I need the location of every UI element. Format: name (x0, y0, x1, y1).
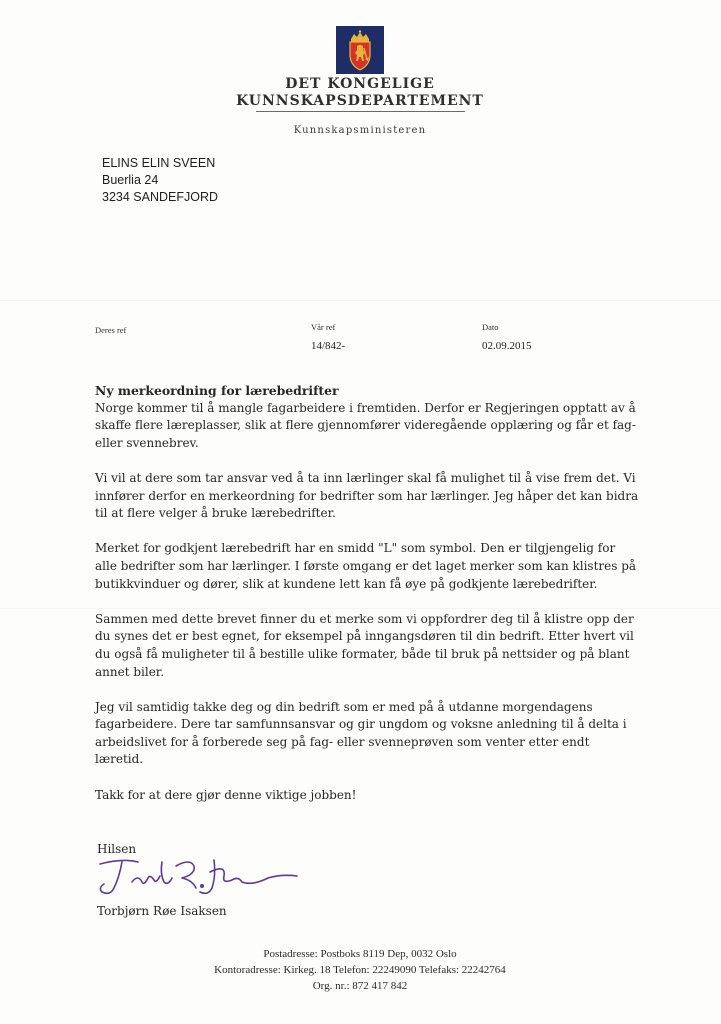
coat-of-arms-icon (336, 26, 384, 74)
ministry-name-line1: DET KONGELIGE (285, 76, 435, 92)
recipient-address (102, 155, 218, 206)
footer-kontoradresse: Kontoradresse: Kirkeg. 18 Telefon: 22249090 Telefaks: 22242764 (214, 964, 506, 976)
letter-paragraph-1: Norge kommer til å mangle fagarbeidere i fremtiden. Derfor er Regjeringen opptatt av å skaffe flere læreplasser, slik at flere gjennomfører videregående opplæring og får et fag- eller svennebrev. (95, 400, 636, 450)
var-ref-label: Vår ref (311, 322, 336, 332)
letter-footer (150, 946, 570, 994)
footer-postadresse: Postadresse: Postboks 8119 Dep, 0032 Oslo (263, 948, 457, 960)
footer-org-nr: Org. nr.: 872 417 842 (312, 980, 408, 992)
closing-greeting: Hilsen (97, 842, 137, 856)
dato-value: 02.09.2015 (482, 340, 532, 352)
dato-label: Dato (482, 322, 499, 332)
letterhead-divider (256, 111, 465, 112)
recipient-street: Buerlia 24 (102, 173, 159, 187)
letter-paragraph-6: Takk for at dere gjør denne viktige jobben! (95, 787, 357, 802)
deres-ref-label: Deres ref (95, 325, 127, 335)
signer-name: Torbjørn Røe Isaksen (97, 904, 227, 918)
letter-paragraph-3: Merket for godkjent lærebedrift har en smidd "L" som symbol. Den er tilgjengelig for alle bedrifter som har lærlinger. I første omgang er det laget merker som kan klistres på butikkvinduer og dører, slik at kundene lett kan få øye på godkjente lærebedrifter. (95, 541, 637, 591)
handwritten-signature-icon (92, 852, 302, 906)
letter-paragraph-5: Jeg vil samtidig takke deg og din bedrift som er med på å utdanne morgendagens fagarbeidere. Dere tar samfunnsansvar og gir ungdom og voksne anledning til å delta i arbeidslivet for å forberede seg på fag- eller svenneprøven som venter etter endt læretid. (95, 699, 627, 767)
minister-subtitle: Kunnskapsministeren (293, 125, 427, 136)
recipient-name: ELINS ELIN SVEEN (102, 156, 216, 170)
ministry-name-line2: KUNNSKAPSDEPARTEMENT (236, 93, 484, 109)
letter-subject: Ny merkeordning for lærebedrifter (95, 383, 339, 398)
letter-paragraph-4: Sammen med dette brevet finner du et merke som vi oppfordrer deg til å klistre opp der du synes det er best egnet, for eksempel på inngangsdøren til din bedrift. Etter hvert vil du også få muligheter til å bestille ulike formater, både til bruk på nettsider og på blant annet biler. (95, 611, 634, 679)
recipient-city: 3234 SANDEFJORD (102, 190, 219, 204)
ministry-name (210, 76, 510, 110)
paper-fold-line (0, 300, 721, 301)
letter-paragraph-2: Vi vil at dere som tar ansvar ved å ta inn lærlinger skal få mulighet til å vise frem det. Vi innfører derfor en merkeordning for bedrifter som har lærlinger. Jeg håper det kan bidra til at flere velger å bruke lærebedrifter. (95, 470, 639, 521)
var-ref-value: 14/842- (311, 340, 346, 352)
letter-body (95, 382, 640, 822)
